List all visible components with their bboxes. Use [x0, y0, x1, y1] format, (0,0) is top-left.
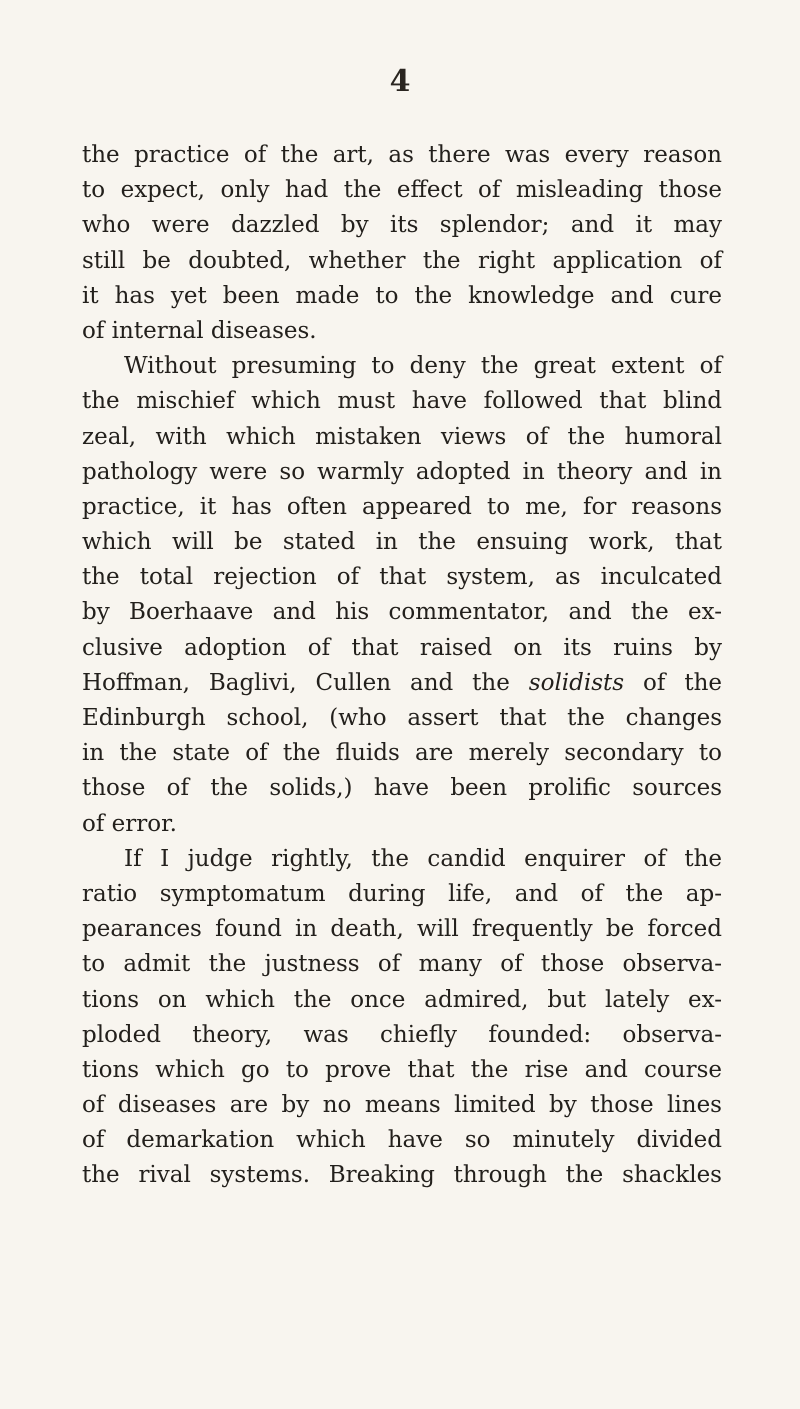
text-line: by Boerhaave and his commentator, and the ex-	[82, 599, 722, 626]
text-line: practice, it has often appeared to me, for reasons	[82, 493, 722, 520]
text-line: of demarkation which have so minutely divided	[82, 1127, 722, 1154]
text-line: to expect, only had the effect of misleading those	[82, 177, 722, 204]
text-line: If I judge rightly, the candid enquirer of the	[124, 845, 722, 872]
text-line: which will be stated in the ensuing work, that	[82, 529, 722, 556]
text-line: of diseases are by no means limited by those lines	[82, 1092, 722, 1119]
text-line: those of the solids,) have been prolific sources	[82, 775, 722, 802]
text-line: of internal diseases.	[82, 317, 317, 344]
text-line: zeal, with which mistaken views of the humoral	[82, 423, 722, 450]
text-line: in the state of the fluids are merely secondary to	[82, 740, 722, 767]
text-line: it has yet been made to the knowledge and cure	[82, 282, 722, 309]
text-line-with-italic	[82, 666, 722, 701]
text-line: tions on which the once admired, but lately ex-	[82, 986, 722, 1013]
text-line: tions which go to prove that the rise and course	[82, 1056, 722, 1083]
text-line: still be doubted, whether the right application of	[82, 247, 722, 274]
text-line: ploded theory, was chiefly founded: observa-	[82, 1021, 722, 1048]
text-line: pearances found in death, will frequently be forced	[82, 916, 722, 943]
text-line: Edinburgh school, (who assert that the changes	[82, 705, 722, 731]
text-line: Without presuming to deny the great extent of	[124, 353, 722, 380]
text-line: to admit the justness of many of those observa-	[82, 951, 722, 978]
text-line: who were dazzled by its splendor; and it may	[82, 212, 722, 239]
text-segment: of the	[643, 669, 723, 696]
text-line: the rival systems. Breaking through the shackles	[82, 1162, 722, 1189]
text-line: the practice of the art, as there was every reason	[82, 142, 722, 168]
text-line: clusive adoption of that raised on its ruins by	[82, 634, 722, 661]
text-line: ratio symptomatum during life, and of the ap-	[82, 880, 722, 907]
page-number: 4	[389, 64, 411, 99]
italic-term: solidists	[528, 669, 625, 696]
text-line: of error.	[82, 810, 177, 837]
body-text	[82, 138, 722, 1194]
text-line: pathology were so warmly adopted in theory and in	[82, 458, 722, 485]
text-segment: Hoffman, Baglivi, Cullen and the	[82, 669, 510, 696]
text-line: the mischief which must have followed that blind	[82, 388, 722, 415]
text-line: the total rejection of that system, as inculcated	[82, 564, 722, 591]
